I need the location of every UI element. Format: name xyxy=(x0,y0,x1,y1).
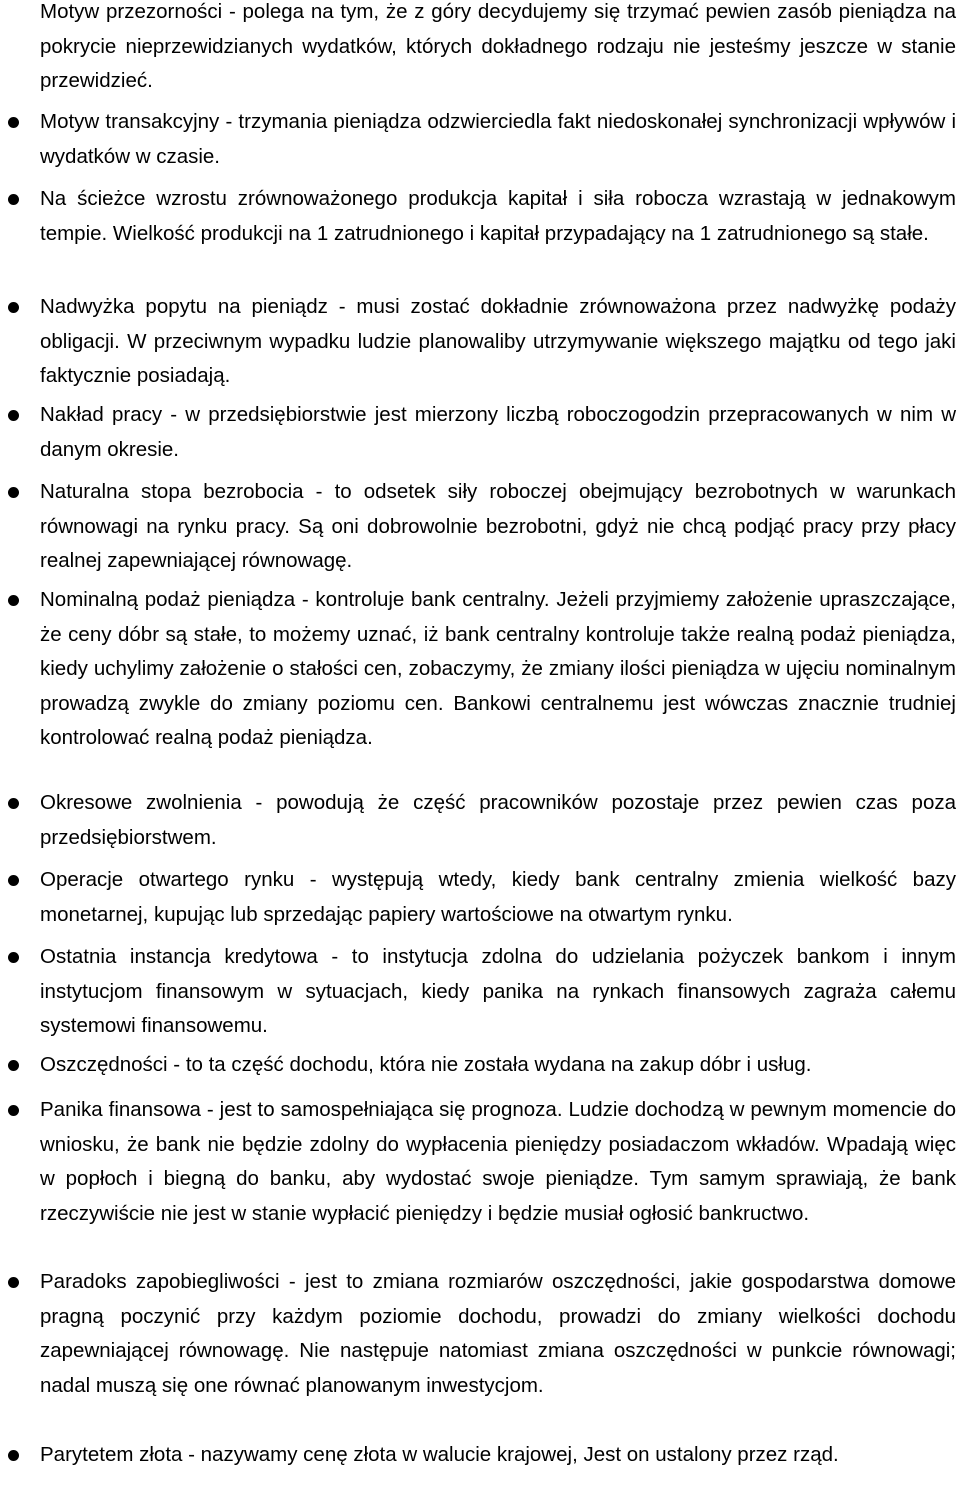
list-item-text: Na ścieżce wzrostu zrównoważonego produkcja kapitał i siła robocza wzrastają w jednakowym tempie. Wielkość produkcji na 1 zatrudnionego i kapitał przypadający na 1 zatrudnionego są stałe. xyxy=(40,187,956,245)
bullet-icon xyxy=(8,798,19,809)
list-item-text: Nadwyżka popytu na pieniądz - musi zostać dokładnie zrównoważona przez nadwyżkę podaży obligacji. W przeciwnym wypadku ludzie planowaliby utrzymywanie większego majątku od tego jaki faktycznie posiadają. xyxy=(40,295,956,387)
list-item-text: Oszczędności - to ta część dochodu, która nie została wydana na zakup dóbr i usług. xyxy=(40,1053,812,1076)
bullet-icon xyxy=(8,1277,19,1288)
list-item-text: Nominalną podaż pieniądza - kontroluje bank centralny. Jeżeli przyjmiemy założenie upraszczające, że ceny dóbr są stałe, to możemy uznać, iż bank centralny kontroluje także realną podaż pieniądza, kiedy uchylimy założenie o stałości cen, zobaczymy, że zmiany ilości pieniądza w ujęciu nominalnym prowadzą zwykle do zmiany poziomu cen. Bankowi centralnemu jest wówczas znacznie trudniej kontrolować realną podaż pieniądza. xyxy=(40,588,956,749)
list-item-text: Ostatnia instancja kredytowa - to instytucja zdolna do udzielania pożyczek bankom i innym instytucjom finansowym w sytuacjach, kiedy panika na rynkach finansowych zagraża całemu systemowi finansowemu. xyxy=(40,945,956,1037)
list-item-text: Okresowe zwolnienia - powodują że część pracowników pozostaje przez pewien czas poza przedsiębiorstwem. xyxy=(40,791,956,849)
list-item-text: Motyw przezorności - polega na tym, że z góry decydujemy się trzymać pewien zasób pieniądza na pokrycie nieprzewidzianych wydatków, których dokładnego rodzaju nie jesteśmy jeszcze w stanie przewidzieć. xyxy=(40,0,956,92)
list-item-text: Nakład pracy - w przedsiębiorstwie jest mierzony liczbą roboczogodzin przepracowanych w nim w danym okresie. xyxy=(40,403,956,461)
bullet-icon xyxy=(8,302,19,313)
bullet-icon xyxy=(8,410,19,421)
list-item-text: Naturalna stopa bezrobocia - to odsetek siły roboczej obejmujący bezrobotnych w warunkach równowagi na rynku pracy. Są oni dobrowolnie bezrobotni, gdyż nie chcą podjąć pracy przy płacy realnej zapewniającej równowagę. xyxy=(40,480,956,572)
bullet-icon xyxy=(8,952,19,963)
bullet-icon xyxy=(8,595,19,606)
list-item-text: Panika finansowa - jest to samospełniająca się prognoza. Ludzie dochodzą w pewnym momencie do wniosku, że bank nie będzie zdolny do wypłacenia pieniędzy posiadaczom wkładów. Wpadają więc w popłoch i biegną do banku, aby wydostać swoje pieniądze. Tym samym sprawiają, że bank rzeczywiście nie jest w stanie wypłacić pieniędzy i będzie musiał ogłosić bankructwo. xyxy=(40,1098,956,1225)
list-item-text: Operacje otwartego rynku - występują wtedy, kiedy bank centralny zmienia wielkość bazy monetarnej, kupując lub sprzedając papiery wartościowe na otwartym rynku. xyxy=(40,868,956,926)
bullet-icon xyxy=(8,1060,19,1071)
list-item-text: Motyw transakcyjny - trzymania pieniądza odzwierciedla fakt niedoskonałej synchronizacji wpływów i wydatków w czasie. xyxy=(40,110,956,168)
list-item-text: Paradoks zapobiegliwości - jest to zmiana rozmiarów oszczędności, jakie gospodarstwa domowe pragną poczynić przy każdym poziomie dochodu, prowadzi do zmiany wielkości dochodu zapewniającej równowagę. Nie następuje natomiast zmiana oszczędności w punkcie równowagi; nadal muszą się one równać planowanym inwestycjom. xyxy=(40,1270,956,1397)
bullet-icon xyxy=(8,487,19,498)
bullet-icon xyxy=(8,1450,19,1461)
list-item-text: Parytetem złota - nazywamy cenę złota w walucie krajowej, Jest on ustalony przez rząd. xyxy=(40,1443,839,1466)
bullet-icon xyxy=(8,117,19,128)
bullet-icon xyxy=(8,1105,19,1116)
bullet-icon xyxy=(8,875,19,886)
bullet-icon xyxy=(8,194,19,205)
